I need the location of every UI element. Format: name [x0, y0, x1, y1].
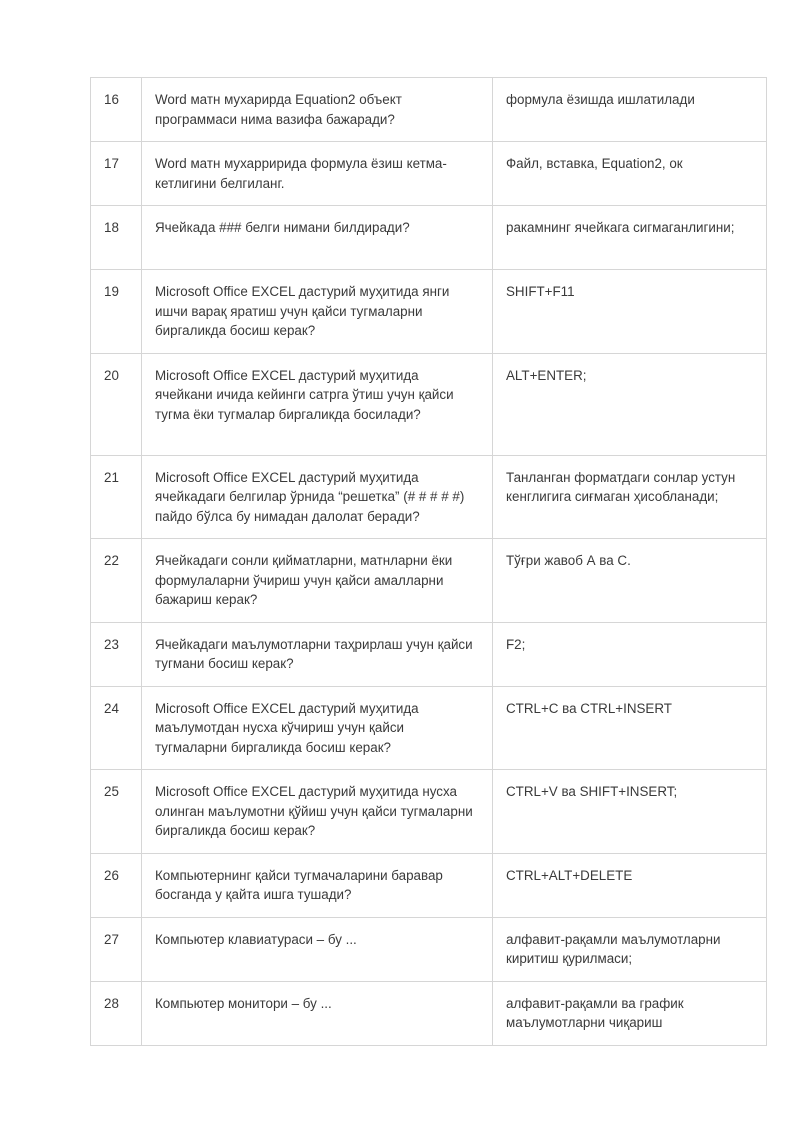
row-number: 26: [91, 853, 142, 917]
row-number: 23: [91, 622, 142, 686]
question-cell: Word матн мухарририда формула ёзиш кетма-кетлигини белгиланг.: [142, 142, 493, 206]
row-number: 18: [91, 206, 142, 270]
answer-cell: Танланган форматдаги сонлар устун кенглигига сиғмаган ҳисобланади;: [493, 455, 767, 539]
answer-cell: ALT+ENTER;: [493, 353, 767, 455]
table-row: [91, 78, 767, 142]
row-number: 21: [91, 455, 142, 539]
row-number: 27: [91, 917, 142, 981]
table-row: [91, 770, 767, 854]
question-cell: Компьютернинг қайси тугмачаларини баравар босганда у қайта ишга тушади?: [142, 853, 493, 917]
question-cell: Word матн мухарирда Equation2 объект программаси нима вазифа бажаради?: [142, 78, 493, 142]
question-cell: Ячейкадаги маълумотларни таҳрирлаш учун қайси тугмани босиш керак?: [142, 622, 493, 686]
row-number: 20: [91, 353, 142, 455]
row-number: 28: [91, 981, 142, 1045]
row-number: 22: [91, 539, 142, 623]
answer-cell: ракамнинг ячейкага сигмаганлигини;: [493, 206, 767, 270]
question-cell: Microsoft Office EXCEL дастурий муҳитида ячейкани ичида кейинги сатрга ўтиш учун қайси тугма ёки тугмалар биргаликда босилади?: [142, 353, 493, 455]
table-row: [91, 455, 767, 539]
question-cell: Ячейкада ### белги нимани билдиради?: [142, 206, 493, 270]
answer-cell: алфавит-рақамли маълумотларни киритиш қурилмаси;: [493, 917, 767, 981]
table-row: [91, 142, 767, 206]
table-row: [91, 917, 767, 981]
answer-cell: CTRL+V ва SHIFT+INSERT;: [493, 770, 767, 854]
question-cell: Компьютер клавиатураси – бу ...: [142, 917, 493, 981]
table-row: [91, 206, 767, 270]
questions-table: [90, 77, 767, 1046]
answer-cell: CTRL+C ва CTRL+INSERT: [493, 686, 767, 770]
answer-cell: Файл, вставка, Equation2, ок: [493, 142, 767, 206]
answer-cell: Тўғри жавоб А ва С.: [493, 539, 767, 623]
table-row: [91, 981, 767, 1045]
table-row: [91, 622, 767, 686]
question-cell: Microsoft Office EXCEL дастурий муҳитида маълумотдан нусха кўчириш учун қайси тугмаларни биргаликда босиш керак?: [142, 686, 493, 770]
table-row: [91, 353, 767, 455]
question-cell: Microsoft Office EXCEL дастурий муҳитида ячейкадаги белгилар ўрнида “решетка” (# # # # #) пайдо бўлса бу нимадан далолат беради?: [142, 455, 493, 539]
table-row: [91, 270, 767, 354]
question-cell: Microsoft Office EXCEL дастурий муҳитида нусха олинган маълумотни қўйиш учун қайси тугмаларни биргаликда босиш керак?: [142, 770, 493, 854]
row-number: 17: [91, 142, 142, 206]
answer-cell: формула ёзишда ишлатилади: [493, 78, 767, 142]
answer-cell: SHIFT+F11: [493, 270, 767, 354]
row-number: 16: [91, 78, 142, 142]
table-row: [91, 853, 767, 917]
question-cell: Microsoft Office EXCEL дастурий муҳитида янги ишчи варақ яратиш учун қайси тугмаларни биргаликда босиш керак?: [142, 270, 493, 354]
question-cell: Ячейкадаги сонли қийматларни, матнларни ёки формулаларни ўчириш учун қайси амалларни бажариш керак?: [142, 539, 493, 623]
row-number: 24: [91, 686, 142, 770]
row-number: 25: [91, 770, 142, 854]
answer-cell: CTRL+ALT+DELETE: [493, 853, 767, 917]
answer-cell: алфавит-рақамли ва график маълумотларни чиқариш: [493, 981, 767, 1045]
question-cell: Компьютер монитори – бу ...: [142, 981, 493, 1045]
table-row: [91, 686, 767, 770]
table-row: [91, 539, 767, 623]
answer-cell: F2;: [493, 622, 767, 686]
row-number: 19: [91, 270, 142, 354]
